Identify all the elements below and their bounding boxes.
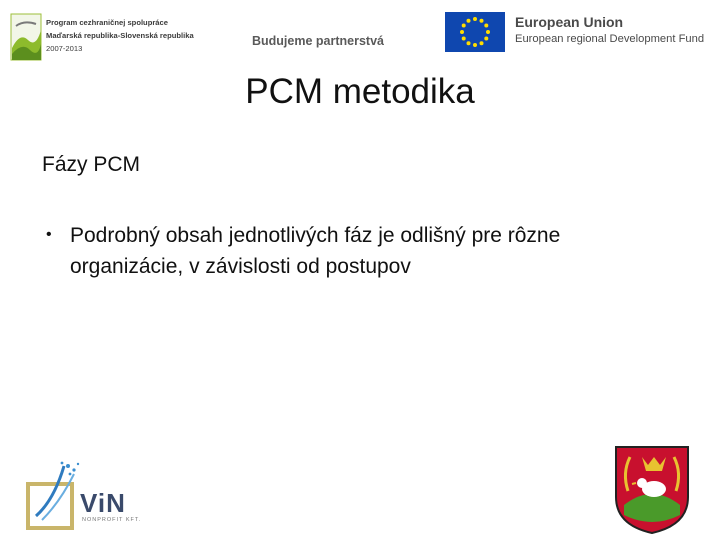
- slide-subheading: Fázy PCM: [42, 153, 141, 176]
- program-logo-line1: Program cezhraničnej spolupráce: [46, 18, 168, 27]
- partnership-slogan: Budujeme partnerstvá: [252, 34, 384, 48]
- eu-title: European Union: [515, 14, 624, 30]
- slide-title: PCM metodika: [245, 72, 475, 111]
- coat-of-arms-icon: [612, 443, 692, 535]
- eu-flag-icon: [445, 12, 505, 52]
- program-logo-line3: 2007-2013: [46, 44, 83, 53]
- bullet-marker: •: [46, 226, 52, 243]
- program-logo-line2: Maďarská republika-Slovenská republika: [46, 31, 194, 40]
- eu-subtitle: European regional Development Fund: [515, 33, 705, 45]
- program-logo: [10, 12, 215, 64]
- vin-logo-tagline: NONPROFIT KFT.: [82, 517, 142, 523]
- vin-logo-name: ViN: [80, 488, 126, 518]
- hills-icon: [10, 12, 44, 64]
- vin-logo: [24, 460, 146, 532]
- bullet-text: Podrobný obsah jednotlivých fáz je odlišný pre rôzne organizácie, v závislosti od postupov: [70, 224, 561, 278]
